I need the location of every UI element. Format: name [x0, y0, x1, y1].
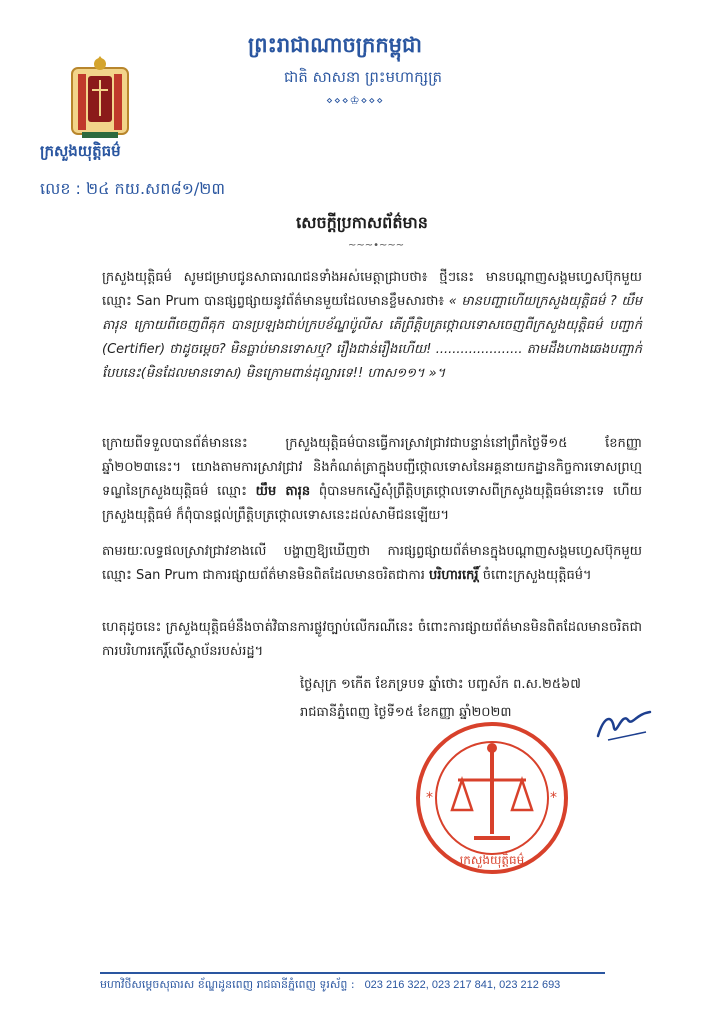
- ministry-emblem-icon: [66, 54, 134, 140]
- svg-text:*: *: [550, 790, 557, 806]
- reference-number: លេខ : ២៤ កយ.សព៨១/២៣: [40, 179, 226, 198]
- ministry-name: ក្រសួងយុត្តិធម៌: [40, 142, 121, 160]
- paragraph-3: [102, 540, 642, 588]
- paragraph-1-intro: ក្រសួងយុត្តិធម៌ សូមជម្រាបជូនសាធារណជនទាំងអស់មេត្តាជ្រាបថា៖ ថ្មីៗនេះ មានបណ្តាញសង្គមហ្វេសប៊ុកមួយឈ្មោះ San Prum បានផ្សព្វផ្សាយនូវព័ត៌មានមួយដែលមានខ្លឹមសារថា៖: [102, 270, 642, 309]
- svg-text:*: *: [426, 790, 433, 806]
- document-title: សេចក្តីប្រកាសព័ត៌មាន: [296, 213, 428, 232]
- person-name: យឹម តារុន: [255, 484, 311, 499]
- footer-phones: 023 216 322, 023 217 841, 023 212 693: [364, 979, 561, 991]
- solar-date: រាជធានីភ្នំពេញ ថ្ងៃទី១៥ ខែកញ្ញា ឆ្នាំ២០២៣: [300, 705, 512, 720]
- signature-icon: [594, 706, 654, 742]
- footer-divider: [100, 972, 605, 974]
- kingdom-heading: ព្រះរាជាណាចក្រកម្ពុជា: [248, 32, 423, 57]
- paragraph-2-text-a: ក្រោយពីទទួលបានព័ត៌មាននេះ ក្រសួងយុត្តិធម៌បានធ្វើការស្រាវជ្រាវជាបន្ទាន់នៅព្រឹកថ្ងៃទី១៥ ខែកញ្ញា ឆ្នាំ២០២៣នេះ។ យោងតាមការស្រាវជ្រាវ និងកំណត់ត្រាក្នុងបញ្ជីថ្កោលទោសនៃអគ្គនាយកដ្ឋានកិច្ចការទោសព្រហ្មទណ្ឌនៃក្រសួងយុត្តិធម៌ ឈ្មោះ: [102, 436, 642, 499]
- paragraph-3-text-a: តាមរយៈលទ្ធផលស្រាវជ្រាវខាងលើ បង្ហាញឱ្យឃើញថា ការផ្សព្វផ្សាយព័ត៌មានក្នុងបណ្តាញសង្គមហ្វេសប៊ុកមួយឈ្មោះ San Prum ជាការផ្សាយព័ត៌មានមិនពិតដែលមានចរិតជាការ: [102, 544, 642, 583]
- footer-address: មហាវិថីសម្តេចសុធារស ខ័ណ្ឌដូនពេញ រាជធានីភ្នំពេញ ទូរស័ព្ទ :: [100, 978, 355, 991]
- paragraph-3-text-b: ចំពោះក្រសួងយុត្តិធម៌។: [482, 568, 592, 583]
- lunar-date: ថ្ងៃសុក្រ ១កើត ខែភទ្របទ ឆ្នាំថោះ បញ្ចស័ក ព.ស.២៥៦៧: [300, 677, 581, 692]
- paragraph-4: ហេតុដូចនេះ ក្រសួងយុត្តិធម៌នឹងចាត់វិធានការផ្លូវច្បាប់លើករណីនេះ ចំពោះការផ្សាយព័ត៌មានមិនពិតដែលមានចរិតជាការបរិហារកេរ្តិ៍លើស្ថាប័នរបស់រដ្ឋ។: [102, 620, 642, 659]
- national-motto: ជាតិ សាសនា ព្រះមហាក្សត្រ: [284, 68, 443, 86]
- paragraph-2-text-b: ពុំបានមកស្នើសុំព្រឹត្តិបត្រថ្កោលទោសពីក្រសួងយុត្តិធម៌នោះទេ ហើយក្រសួងយុត្តិធម៌ ក៏ពុំបានផ្តល់ព្រឹត្តិបត្រថ្កោលទោសនេះដល់សាមីជនឡើយ។: [102, 484, 642, 523]
- official-seal-icon: [412, 718, 572, 878]
- defamation-emphasis: បរិហារកេរ្តិ៍: [429, 568, 479, 583]
- paragraph-1: [102, 266, 642, 386]
- seal-text: ក្រសួងយុត្តិធម៌: [459, 853, 525, 867]
- header-ornament: ⋄⋄⋄♔⋄⋄⋄: [326, 94, 385, 107]
- paragraph-1-quote: « មានបញ្ហាហើយក្រសួងយុត្តិធម៌ ? យឹម តារុន ក្រោយពីចេញពីគុក បានប្រឡងជាប់ក្របខ័ណ្ឌប៉ូលីស តើព្រឹត្តិបត្រថ្កោលទោសចេញពីក្រសួងយុត្តិធម៌ បញ្ជាក់ (Certifier) ថាដូចម្តេច? មិនធ្លាប់មានទោសឬ? រឿងជាន់រឿងហើយ! ..................... តាមដឹងហាងឆេងបញ្ជាក់បែបនេះ(មិនដែលមានទោស) មិនក្រោមពាន់ដុល្លារទេ!! ហាស១១។ »។: [102, 294, 642, 381]
- title-ornament: ~~~•~~~: [348, 240, 405, 251]
- footer: [100, 978, 560, 994]
- paragraph-2: [102, 432, 642, 528]
